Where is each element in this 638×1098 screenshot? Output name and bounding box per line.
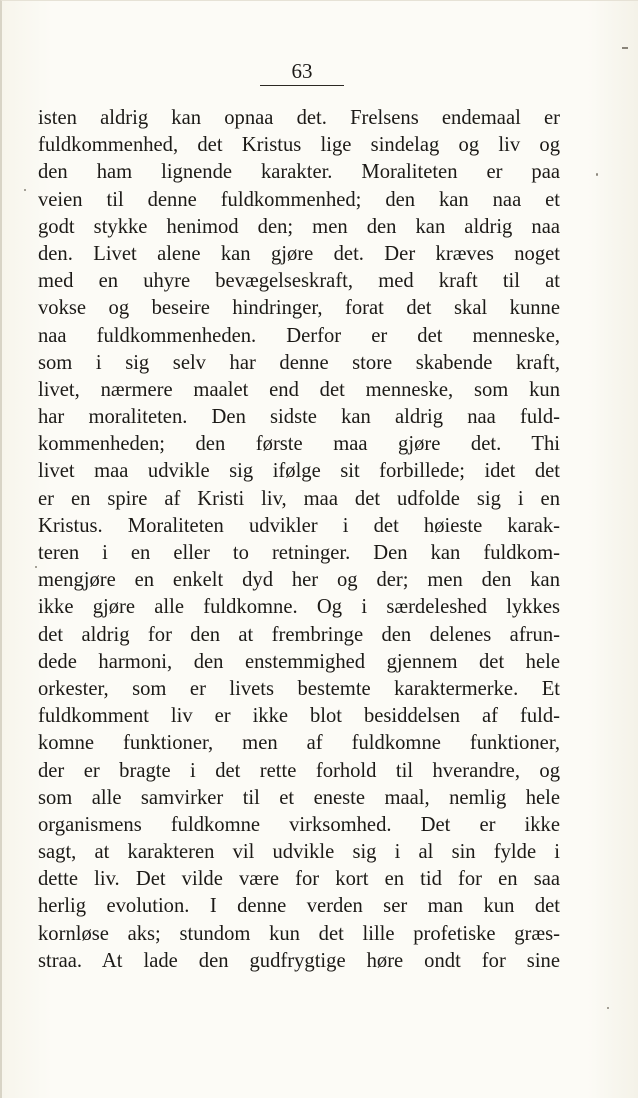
text-line: Kristus. Moraliteten udvikler i det høieste karak-	[38, 514, 560, 537]
text-line: har moraliteten. Den sidste kan aldrig naa fuld-	[38, 406, 560, 429]
paper-speck	[607, 1007, 609, 1009]
text-line: veien til denne fuldkommenhed; den kan naa et	[38, 188, 560, 211]
text-line: naa fuldkommenheden. Derfor er det menneske,	[38, 324, 560, 347]
text-line: godt stykke henimod den; men den kan aldrig naa	[38, 215, 560, 238]
text-line: dede harmoni, den enstemmighed gjennem det hele	[38, 650, 560, 673]
text-line: som alle samvirker til et eneste maal, nemlig hele	[38, 786, 560, 809]
text-line: som i sig selv har denne store skabende kraft,	[38, 351, 560, 374]
text-line: livet maa udvikle sig ifølge sit forbillede; idet det	[38, 460, 560, 483]
paper-speck	[596, 173, 598, 176]
text-line: fuldkommenhed, det Kristus lige sindelag og liv og	[38, 134, 560, 157]
text-line: det aldrig for den at frembringe den delenes afrun-	[38, 623, 560, 646]
text-line: dette liv. Det vilde være for kort en tid for en saa	[38, 868, 560, 891]
text-line: kommenheden; den første maa gjøre det. Thi	[38, 433, 560, 456]
text-line: er en spire af Kristi liv, maa det udfolde sig i en	[38, 487, 560, 510]
text-line: organismens fuldkomne virksomhed. Det er ikke	[38, 813, 560, 836]
text-line: den ham lignende karakter. Moraliteten er paa	[38, 161, 560, 184]
text-line: komne funktioner, men af fuldkomne funktioner,	[38, 732, 560, 755]
text-line: med en uhyre bevægelseskraft, med kraft til at	[38, 270, 560, 293]
text-line: straa. At lade den gudfrygtige høre ondt for sine	[38, 949, 560, 972]
paper-speck	[35, 566, 37, 568]
text-line: sagt, at karakteren vil udvikle sig i al sin fylde i	[38, 841, 560, 864]
text-line: livet, nærmere maalet end det menneske, som kun	[38, 378, 560, 401]
text-line: mengjøre en enkelt dyd her og der; men den kan	[38, 569, 560, 592]
text-line: vokse og beseire hindringer, forat det skal kunne	[38, 297, 560, 320]
text-line: herlig evolution. I denne verden ser man kun det	[38, 895, 560, 918]
body-text	[38, 105, 560, 975]
text-line: isten aldrig kan opnaa det. Frelsens endemaal er	[38, 107, 560, 129]
text-line: orkester, som er livets bestemte karaktermerke. Et	[38, 677, 560, 700]
paper-speck	[622, 47, 628, 49]
text-line: teren i en eller to retninger. Den kan fuldkom-	[38, 542, 560, 564]
text-line: ikke gjøre alle fuldkomne. Og i særdeleshed lykkes	[38, 596, 560, 619]
text-line: der er bragte i det rette forhold til hverandre, og	[38, 759, 560, 782]
text-line: kornløse aks; stundom kun det lille profetiske græs-	[38, 922, 560, 945]
text-line: fuldkomment liv er ikke blot besiddelsen af fuld-	[38, 705, 560, 728]
page-number: 63	[260, 59, 344, 86]
paper-speck	[24, 189, 26, 191]
text-line: den. Livet alene kan gjøre det. Der kræves noget	[38, 242, 560, 265]
